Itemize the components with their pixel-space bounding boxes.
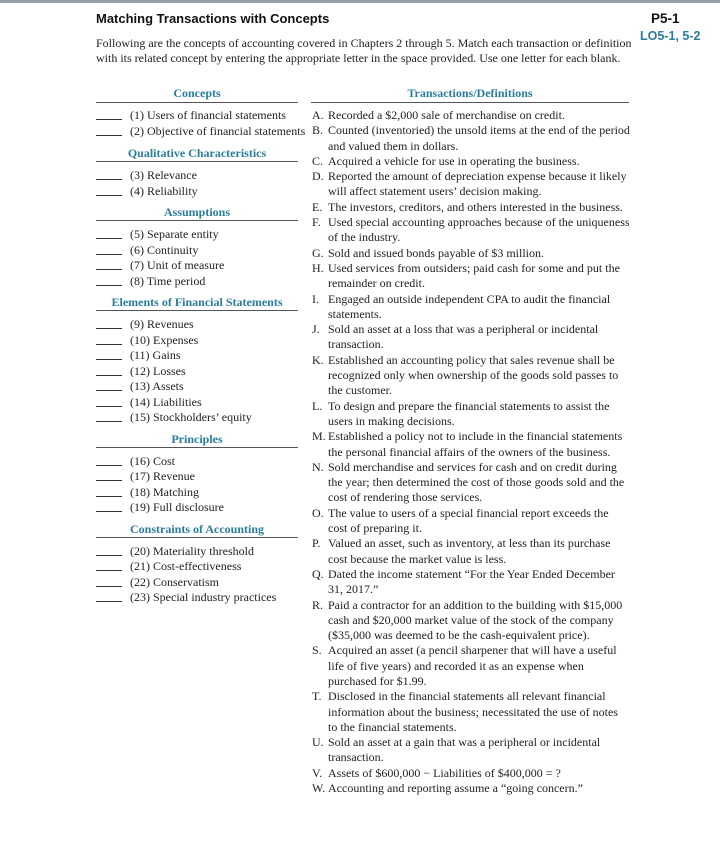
- answer-blank[interactable]: [96, 274, 122, 286]
- transaction-item: [312, 261, 630, 292]
- transaction-letter: W.: [312, 781, 326, 796]
- answer-blank[interactable]: [96, 485, 122, 497]
- answer-blank[interactable]: [96, 559, 122, 571]
- concept-section-title: Principles: [96, 432, 298, 448]
- transaction-item: [312, 689, 630, 735]
- answer-blank[interactable]: [96, 258, 122, 270]
- concept-item: [96, 395, 306, 411]
- transaction-item: [312, 292, 630, 323]
- transaction-text: Recorded a $2,000 sale of merchandise on credit.: [328, 108, 565, 122]
- concept-label: (23) Special industry practices: [130, 590, 277, 604]
- answer-blank[interactable]: [96, 454, 122, 466]
- transaction-item: [312, 598, 630, 644]
- concept-label: (9) Revenues: [130, 317, 194, 331]
- concept-item: [96, 124, 306, 140]
- transaction-text: Accounting and reporting assume a “going concern.”: [328, 781, 583, 796]
- transaction-letter: M.: [312, 429, 326, 444]
- transaction-letter: K.: [312, 352, 324, 367]
- transactions-list: [312, 108, 630, 796]
- transaction-item: [312, 108, 630, 123]
- concept-label: (15) Stockholders’ equity: [130, 410, 252, 424]
- concept-item: [96, 227, 306, 243]
- transaction-letter: C.: [312, 153, 324, 168]
- concept-label: (20) Materiality threshold: [130, 543, 254, 558]
- learning-objectives: LO5-1, 5-2: [640, 29, 701, 43]
- concept-label: (14) Liabilities: [130, 394, 202, 409]
- concept-item: [96, 317, 306, 333]
- concept-section-title: Constraints of Accounting: [96, 522, 298, 538]
- transaction-letter: P.: [312, 536, 321, 551]
- transaction-item: [312, 123, 630, 154]
- concept-item: [96, 410, 306, 426]
- transactions-column-heading: Transactions/Definitions: [311, 86, 629, 103]
- problem-number: P5-1: [651, 11, 680, 26]
- answer-blank[interactable]: [96, 243, 122, 255]
- transaction-letter: A.: [312, 108, 324, 122]
- answer-blank[interactable]: [96, 348, 122, 360]
- transaction-text: Acquired a vehicle for use in operating the business.: [328, 153, 580, 168]
- transaction-text: Sold merchandise and services for cash and on credit during the year; then determined the cost of those goods sold and the cost of rendering those services.: [328, 459, 625, 505]
- transaction-letter: E.: [312, 199, 323, 214]
- transaction-text: Valued an asset, such as inventory, at less than its purchase cost because the market value is less.: [328, 536, 611, 566]
- answer-blank[interactable]: [96, 124, 122, 136]
- problem-title: Matching Transactions with Concepts: [96, 11, 330, 26]
- answer-blank[interactable]: [96, 575, 122, 587]
- transaction-item: [312, 429, 630, 460]
- transaction-letter: O.: [312, 505, 324, 520]
- concepts-column-heading: Concepts: [96, 86, 298, 103]
- concept-item: [96, 500, 306, 516]
- transaction-letter: N.: [312, 459, 324, 474]
- concept-item: [96, 379, 306, 395]
- transaction-item: [312, 766, 630, 781]
- answer-blank[interactable]: [96, 500, 122, 512]
- transaction-letter: D.: [312, 169, 324, 184]
- concept-label: (5) Separate entity: [130, 227, 219, 241]
- concept-item: [96, 184, 306, 200]
- transaction-letter: Q.: [312, 566, 324, 581]
- instructions: Following are the concepts of accounting covered in Chapters 2 through 5. Match each transaction or definition with its related concept by entering the appropriate letter in the space provided. Use one letter for each blank.: [96, 36, 632, 65]
- transaction-text: Established an accounting policy that sales revenue shall be recognized only when ownership of the goods sold passes to the customer.: [328, 352, 619, 398]
- concept-label: (3) Relevance: [130, 168, 197, 182]
- concept-item: [96, 469, 306, 485]
- concept-label: (18) Matching: [130, 484, 199, 499]
- concept-item: [96, 108, 306, 124]
- answer-blank[interactable]: [96, 227, 122, 239]
- concept-section-title: Elements of Financial Statements: [96, 295, 298, 311]
- transaction-item: [312, 200, 630, 215]
- transaction-text: Reported the amount of depreciation expense because it likely will affect statement users’ decision making.: [328, 169, 627, 199]
- transaction-letter: B.: [312, 123, 324, 138]
- concept-label: (21) Cost-effectiveness: [130, 559, 242, 573]
- transaction-text: Counted (inventoried) the unsold items at the end of the period and valued them in dollars.: [328, 123, 630, 153]
- concept-item: [96, 274, 306, 290]
- transaction-item: [312, 536, 630, 567]
- answer-blank[interactable]: [96, 544, 122, 556]
- concept-label: (8) Time period: [130, 273, 206, 288]
- transaction-text: Acquired an asset (a pencil sharpener that will have a useful life of five years) and recorded it as an expense when purchased for $1.99.: [328, 643, 617, 688]
- transaction-item: [312, 506, 630, 537]
- transaction-item: [312, 322, 630, 353]
- transaction-letter: R.: [312, 597, 324, 612]
- transaction-text: Used special accounting approaches because of the uniqueness of the industry.: [328, 215, 630, 245]
- transaction-letter: J.: [312, 322, 320, 337]
- transaction-item: [312, 735, 630, 766]
- transaction-text: The investors, creditors, and others interested in the business.: [328, 199, 623, 214]
- concept-item: [96, 544, 306, 560]
- transaction-text: Engaged an outside independent CPA to audit the financial statements.: [328, 291, 611, 321]
- transaction-item: [312, 215, 630, 246]
- transaction-text: Sold and issued bonds payable of $3 million.: [328, 245, 544, 260]
- concept-label: (19) Full disclosure: [130, 500, 224, 514]
- concept-label: (1) Users of financial statements: [130, 108, 286, 122]
- transaction-letter: F.: [312, 215, 321, 230]
- transaction-letter: U.: [312, 735, 324, 750]
- answer-blank[interactable]: [96, 184, 122, 196]
- transaction-text: Paid a contractor for an addition to the building with $15,000 cash and $20,000 market value of the stock of the company ($35,000 was deemed to be the cash-equivalent price).: [328, 597, 623, 643]
- concept-item: [96, 590, 306, 606]
- transaction-item: [312, 169, 630, 200]
- transaction-item: [312, 643, 630, 689]
- transaction-text: Sold an asset at a gain that was a peripheral or incidental transaction.: [328, 735, 601, 765]
- concept-label: (16) Cost: [130, 453, 175, 468]
- concept-item: [96, 454, 306, 470]
- concept-label: (2) Objective of financial statements: [130, 123, 306, 138]
- concept-item: [96, 243, 306, 259]
- transaction-item: [312, 353, 630, 399]
- transaction-letter: L.: [312, 398, 323, 413]
- concept-item: [96, 575, 306, 591]
- concept-label: (4) Reliability: [130, 183, 198, 198]
- concept-item: [96, 333, 306, 349]
- concept-item: [96, 559, 306, 575]
- concept-label: (13) Assets: [130, 379, 184, 393]
- transaction-item: [312, 154, 630, 169]
- transaction-text: Used services from outsiders; paid cash for some and put the remainder on credit.: [328, 260, 620, 291]
- concepts-list: [96, 108, 306, 606]
- transaction-letter: H.: [312, 260, 324, 275]
- transaction-letter: S.: [312, 643, 322, 658]
- transaction-text: Assets of $600,000 − Liabilities of $400,000 = ?: [328, 765, 561, 780]
- answer-blank[interactable]: [96, 395, 122, 407]
- transaction-text: Established a policy not to include in the financial statements the personal financial affairs of the owners of the business.: [328, 429, 623, 459]
- transaction-text: Dated the income statement “For the Year Ended December 31, 2017.”: [328, 566, 615, 597]
- answer-blank[interactable]: [96, 590, 122, 602]
- concept-label: (11) Gains: [130, 348, 181, 362]
- transaction-letter: V.: [312, 765, 323, 780]
- concept-label: (10) Expenses: [130, 332, 199, 347]
- answer-blank[interactable]: [96, 333, 122, 345]
- transaction-item: [312, 460, 630, 506]
- transaction-letter: T.: [312, 689, 322, 704]
- answer-blank[interactable]: [96, 379, 122, 391]
- concept-label: (6) Continuity: [130, 242, 199, 257]
- transaction-letter: I.: [312, 291, 319, 306]
- answer-blank[interactable]: [96, 168, 122, 180]
- transaction-item: [312, 781, 630, 796]
- concept-item: [96, 348, 306, 364]
- concept-item: [96, 258, 306, 274]
- transaction-text: The value to users of a special financial report exceeds the cost of preparing it.: [328, 505, 609, 536]
- transaction-text: Disclosed in the financial statements all relevant financial information about the business; necessitated the use of notes to the financial statements.: [328, 689, 618, 734]
- answer-blank[interactable]: [96, 108, 122, 120]
- transaction-item: [312, 399, 630, 430]
- transaction-item: [312, 246, 630, 261]
- concept-section-title: Assumptions: [96, 205, 298, 221]
- concept-item: [96, 168, 306, 184]
- concept-label: (22) Conservatism: [130, 574, 219, 589]
- transaction-text: Sold an asset at a loss that was a peripheral or incidental transaction.: [328, 322, 599, 352]
- concept-item: [96, 364, 306, 380]
- answer-blank[interactable]: [96, 364, 122, 376]
- concept-section-title: Qualitative Characteristics: [96, 146, 298, 162]
- answer-blank[interactable]: [96, 469, 122, 481]
- transaction-text: To design and prepare the financial statements to assist the users in making decisions.: [328, 398, 610, 428]
- top-rule: [0, 0, 720, 3]
- concept-label: (17) Revenue: [130, 469, 195, 483]
- concept-label: (12) Losses: [130, 363, 186, 378]
- answer-blank[interactable]: [96, 410, 122, 422]
- transaction-item: [312, 567, 630, 598]
- answer-blank[interactable]: [96, 317, 122, 329]
- concept-label: (7) Unit of measure: [130, 258, 225, 272]
- transaction-letter: G.: [312, 245, 324, 260]
- concept-item: [96, 485, 306, 501]
